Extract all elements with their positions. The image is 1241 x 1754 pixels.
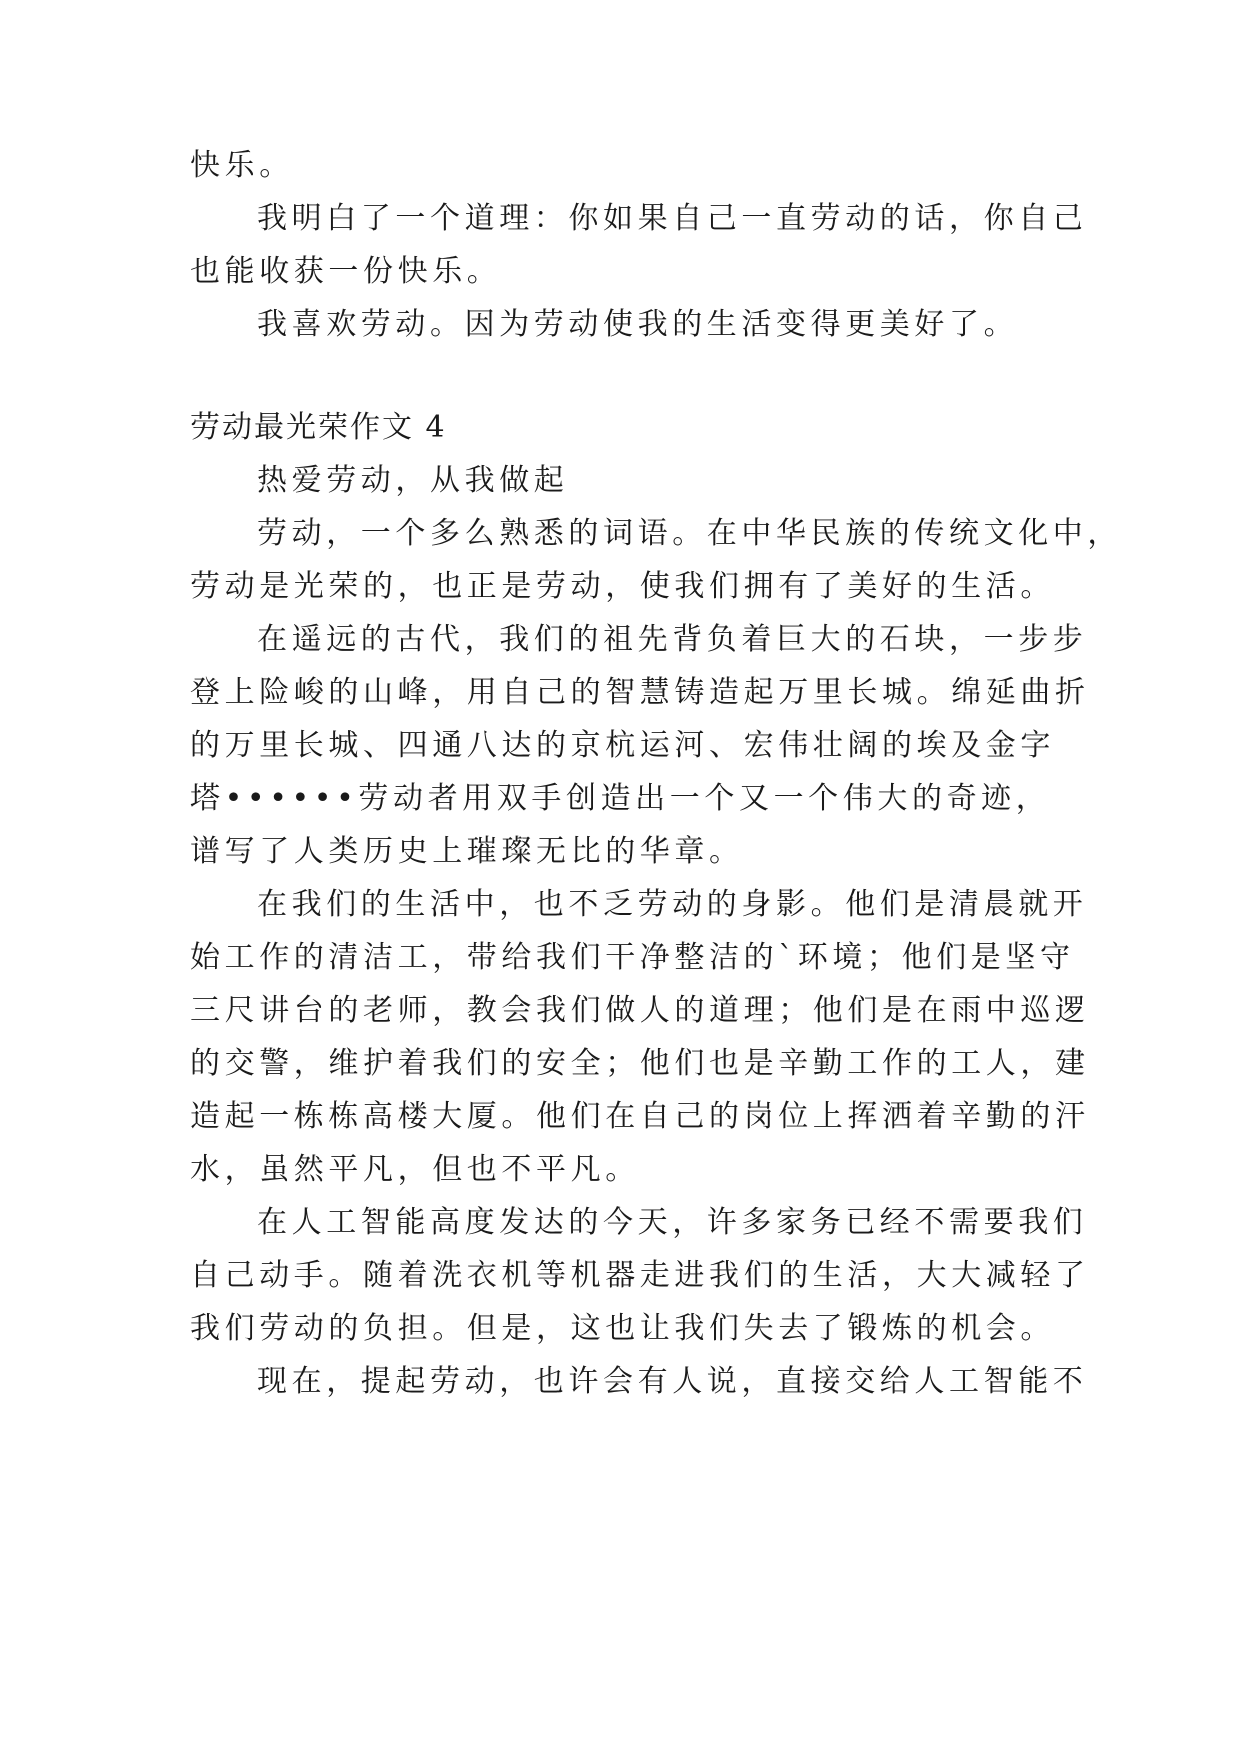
text-line: 自己动手。随着洗衣机等机器走进我们的生活，大大减轻了 xyxy=(190,1258,1090,1293)
text-line: 快乐。 xyxy=(190,148,294,183)
text-line: 的万里长城、四通八达的京杭运河、宏伟壮阔的埃及金字 xyxy=(190,728,1055,763)
text-line: 三尺讲台的老师，教会我们做人的道理；他们是在雨中巡逻 xyxy=(190,993,1090,1028)
essay-subtitle: 热爱劳动，从我做起 xyxy=(257,463,569,498)
paragraph-line: 我喜欢劳动。因为劳动使我的生活变得更美好了。 xyxy=(257,307,1019,342)
text-line: 我们劳动的负担。但是，这也让我们失去了锻炼的机会。 xyxy=(190,1311,1055,1346)
section-title: 劳动最光荣作文 4 xyxy=(190,410,447,445)
paragraph-line: 我明白了一个道理：你如果自己一直劳动的话，你自己 xyxy=(257,201,1088,236)
text-line: 始工作的清洁工，带给我们干净整洁的`环境；他们是坚守 xyxy=(190,940,1075,975)
paragraph-line: 在人工智能高度发达的今天，许多家务已经不需要我们 xyxy=(257,1205,1088,1240)
paragraph-line: 在我们的生活中，也不乏劳动的身影。他们是清晨就开 xyxy=(257,887,1088,922)
text-line: 水，虽然平凡，但也不平凡。 xyxy=(190,1152,640,1187)
text-line: 也能收获一份快乐。 xyxy=(190,254,502,289)
text-line: 劳动是光荣的，也正是劳动，使我们拥有了美好的生活。 xyxy=(190,569,1055,604)
text-line: 造起一栋栋高楼大厦。他们在自己的岗位上挥洒着辛勤的汗 xyxy=(190,1099,1090,1134)
text-line: 谱写了人类历史上璀璨无比的华章。 xyxy=(190,834,744,869)
paragraph-line: 劳动，一个多么熟悉的词语。在中华民族的传统文化中， xyxy=(257,516,1122,551)
text-line: 塔••••••劳动者用双手创造出一个又一个伟大的奇迹， xyxy=(190,781,1051,816)
paragraph-line: 现在，提起劳动，也许会有人说，直接交给人工智能不 xyxy=(257,1364,1088,1399)
paragraph-line: 在遥远的古代，我们的祖先背负着巨大的石块，一步步 xyxy=(257,622,1088,657)
text-line: 登上险峻的山峰，用自己的智慧铸造起万里长城。绵延曲折 xyxy=(190,675,1090,710)
text-line: 的交警，维护着我们的安全；他们也是辛勤工作的工人，建 xyxy=(190,1046,1090,1081)
